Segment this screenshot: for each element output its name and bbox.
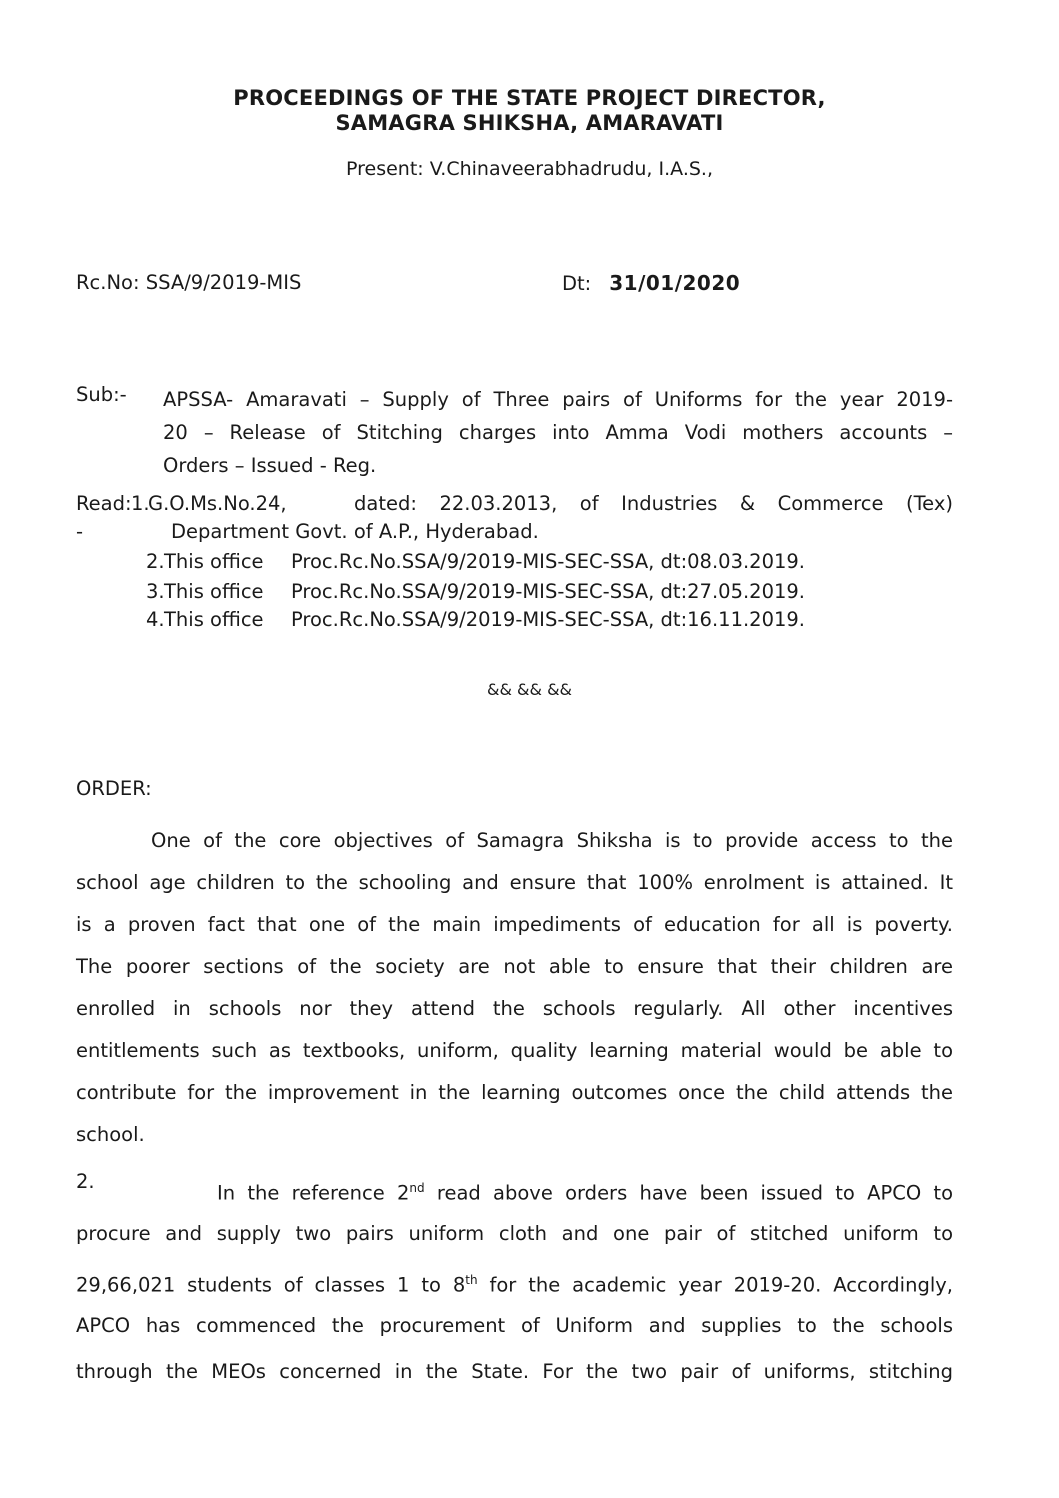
read-item-4-office: This office <box>164 608 264 631</box>
paragraph-line: enrolled in schools nor they attend the schools regularly. All other incentives <box>76 997 953 1020</box>
paragraph-line <box>76 1257 953 1303</box>
paragraph-line: procure and supply two pairs uniform cloth and one pair of stitched uniform to <box>76 1222 953 1245</box>
order-paragraph-2 <box>76 1165 953 1395</box>
paragraph-line <box>76 1165 953 1211</box>
read-item-1-num: 1. <box>131 492 150 515</box>
order-label: ORDER: <box>76 777 152 800</box>
read-item-1-office: G.O.Ms.No.24, <box>148 492 287 515</box>
read-item-2-num: 2. <box>146 550 165 573</box>
subject-label: Sub:- <box>76 383 127 406</box>
subject-line: APSSA- Amaravati – Supply of Three pairs of Uniforms for the year 2019- <box>163 388 953 411</box>
paragraph-line: APCO has commenced the procurement of Uniform and supplies to the schools <box>76 1314 953 1337</box>
paragraph-line: is a proven fact that one of the main impediments of education for all is poverty. <box>76 913 953 936</box>
paragraph-line: One of the core objectives of Samagra Shiksha is to provide access to the <box>151 829 953 852</box>
read-item-4-num: 4. <box>146 608 165 631</box>
header-title-line2: SAMAGRA SHIKSHA, AMARAVATI <box>335 111 724 135</box>
subject-line: Orders – Issued - Reg. <box>163 454 377 477</box>
line-text: for the academic year 2019-20. Accordingly, <box>477 1273 953 1297</box>
date-label: Dt: <box>562 272 592 295</box>
read-item-1-cont: Department Govt. of A.P., Hyderabad. <box>171 520 539 543</box>
order-paragraph-1 <box>76 820 953 1156</box>
line-text: read above orders have been issued to APCO to <box>424 1181 953 1205</box>
read-item-2-office: This office <box>164 550 264 573</box>
paragraph-line: school. <box>76 1123 145 1146</box>
read-item-1-text: dated: 22.03.2013, of Industries & Commerce (Tex) <box>354 492 953 515</box>
date-value: 31/01/2020 <box>609 271 741 295</box>
line-text: In the reference 2 <box>217 1181 410 1205</box>
subject-text <box>163 383 953 482</box>
present-line: Present: V.Chinaveerabhadrudu, I.A.S., <box>346 158 713 180</box>
separator: && && && <box>486 680 573 699</box>
read-item-3-office: This office <box>164 580 264 603</box>
paragraph-line: school age children to the schooling and ensure that 100% enrolment is attained. It <box>76 871 953 894</box>
line-text: 29,66,021 students of classes 1 to 8 <box>76 1273 466 1297</box>
subject-line: 20 – Release of Stitching charges into Amma Vodi mothers accounts – <box>163 421 953 444</box>
read-item-3-num: 3. <box>146 580 165 603</box>
read-label: Read: <box>76 492 132 515</box>
paragraph-line: The poorer sections of the society are not able to ensure that their children are <box>76 955 953 978</box>
paragraph-2-number: 2. <box>76 1170 95 1193</box>
reference-date <box>562 271 740 295</box>
superscript: nd <box>409 1181 425 1195</box>
read-dash: - <box>76 520 84 543</box>
paragraph-line: through the MEOs concerned in the State. For the two pair of uniforms, stitching <box>76 1360 953 1383</box>
paragraph-line: contribute for the improvement in the learning outcomes once the child attends the <box>76 1081 953 1104</box>
header-title-line1: PROCEEDINGS OF THE STATE PROJECT DIRECTOR, <box>233 86 826 110</box>
read-item-4-text: Proc.Rc.No.SSA/9/2019-MIS-SEC-SSA, dt:16.11.2019. <box>291 608 805 631</box>
read-item-3-text: Proc.Rc.No.SSA/9/2019-MIS-SEC-SSA, dt:27.05.2019. <box>291 580 805 603</box>
read-item-2-text: Proc.Rc.No.SSA/9/2019-MIS-SEC-SSA, dt:08.03.2019. <box>291 550 805 573</box>
paragraph-line: entitlements such as textbooks, uniform, quality learning material would be able to <box>76 1039 953 1062</box>
superscript: th <box>465 1273 478 1287</box>
reference-number: Rc.No: SSA/9/2019-MIS <box>76 271 302 294</box>
